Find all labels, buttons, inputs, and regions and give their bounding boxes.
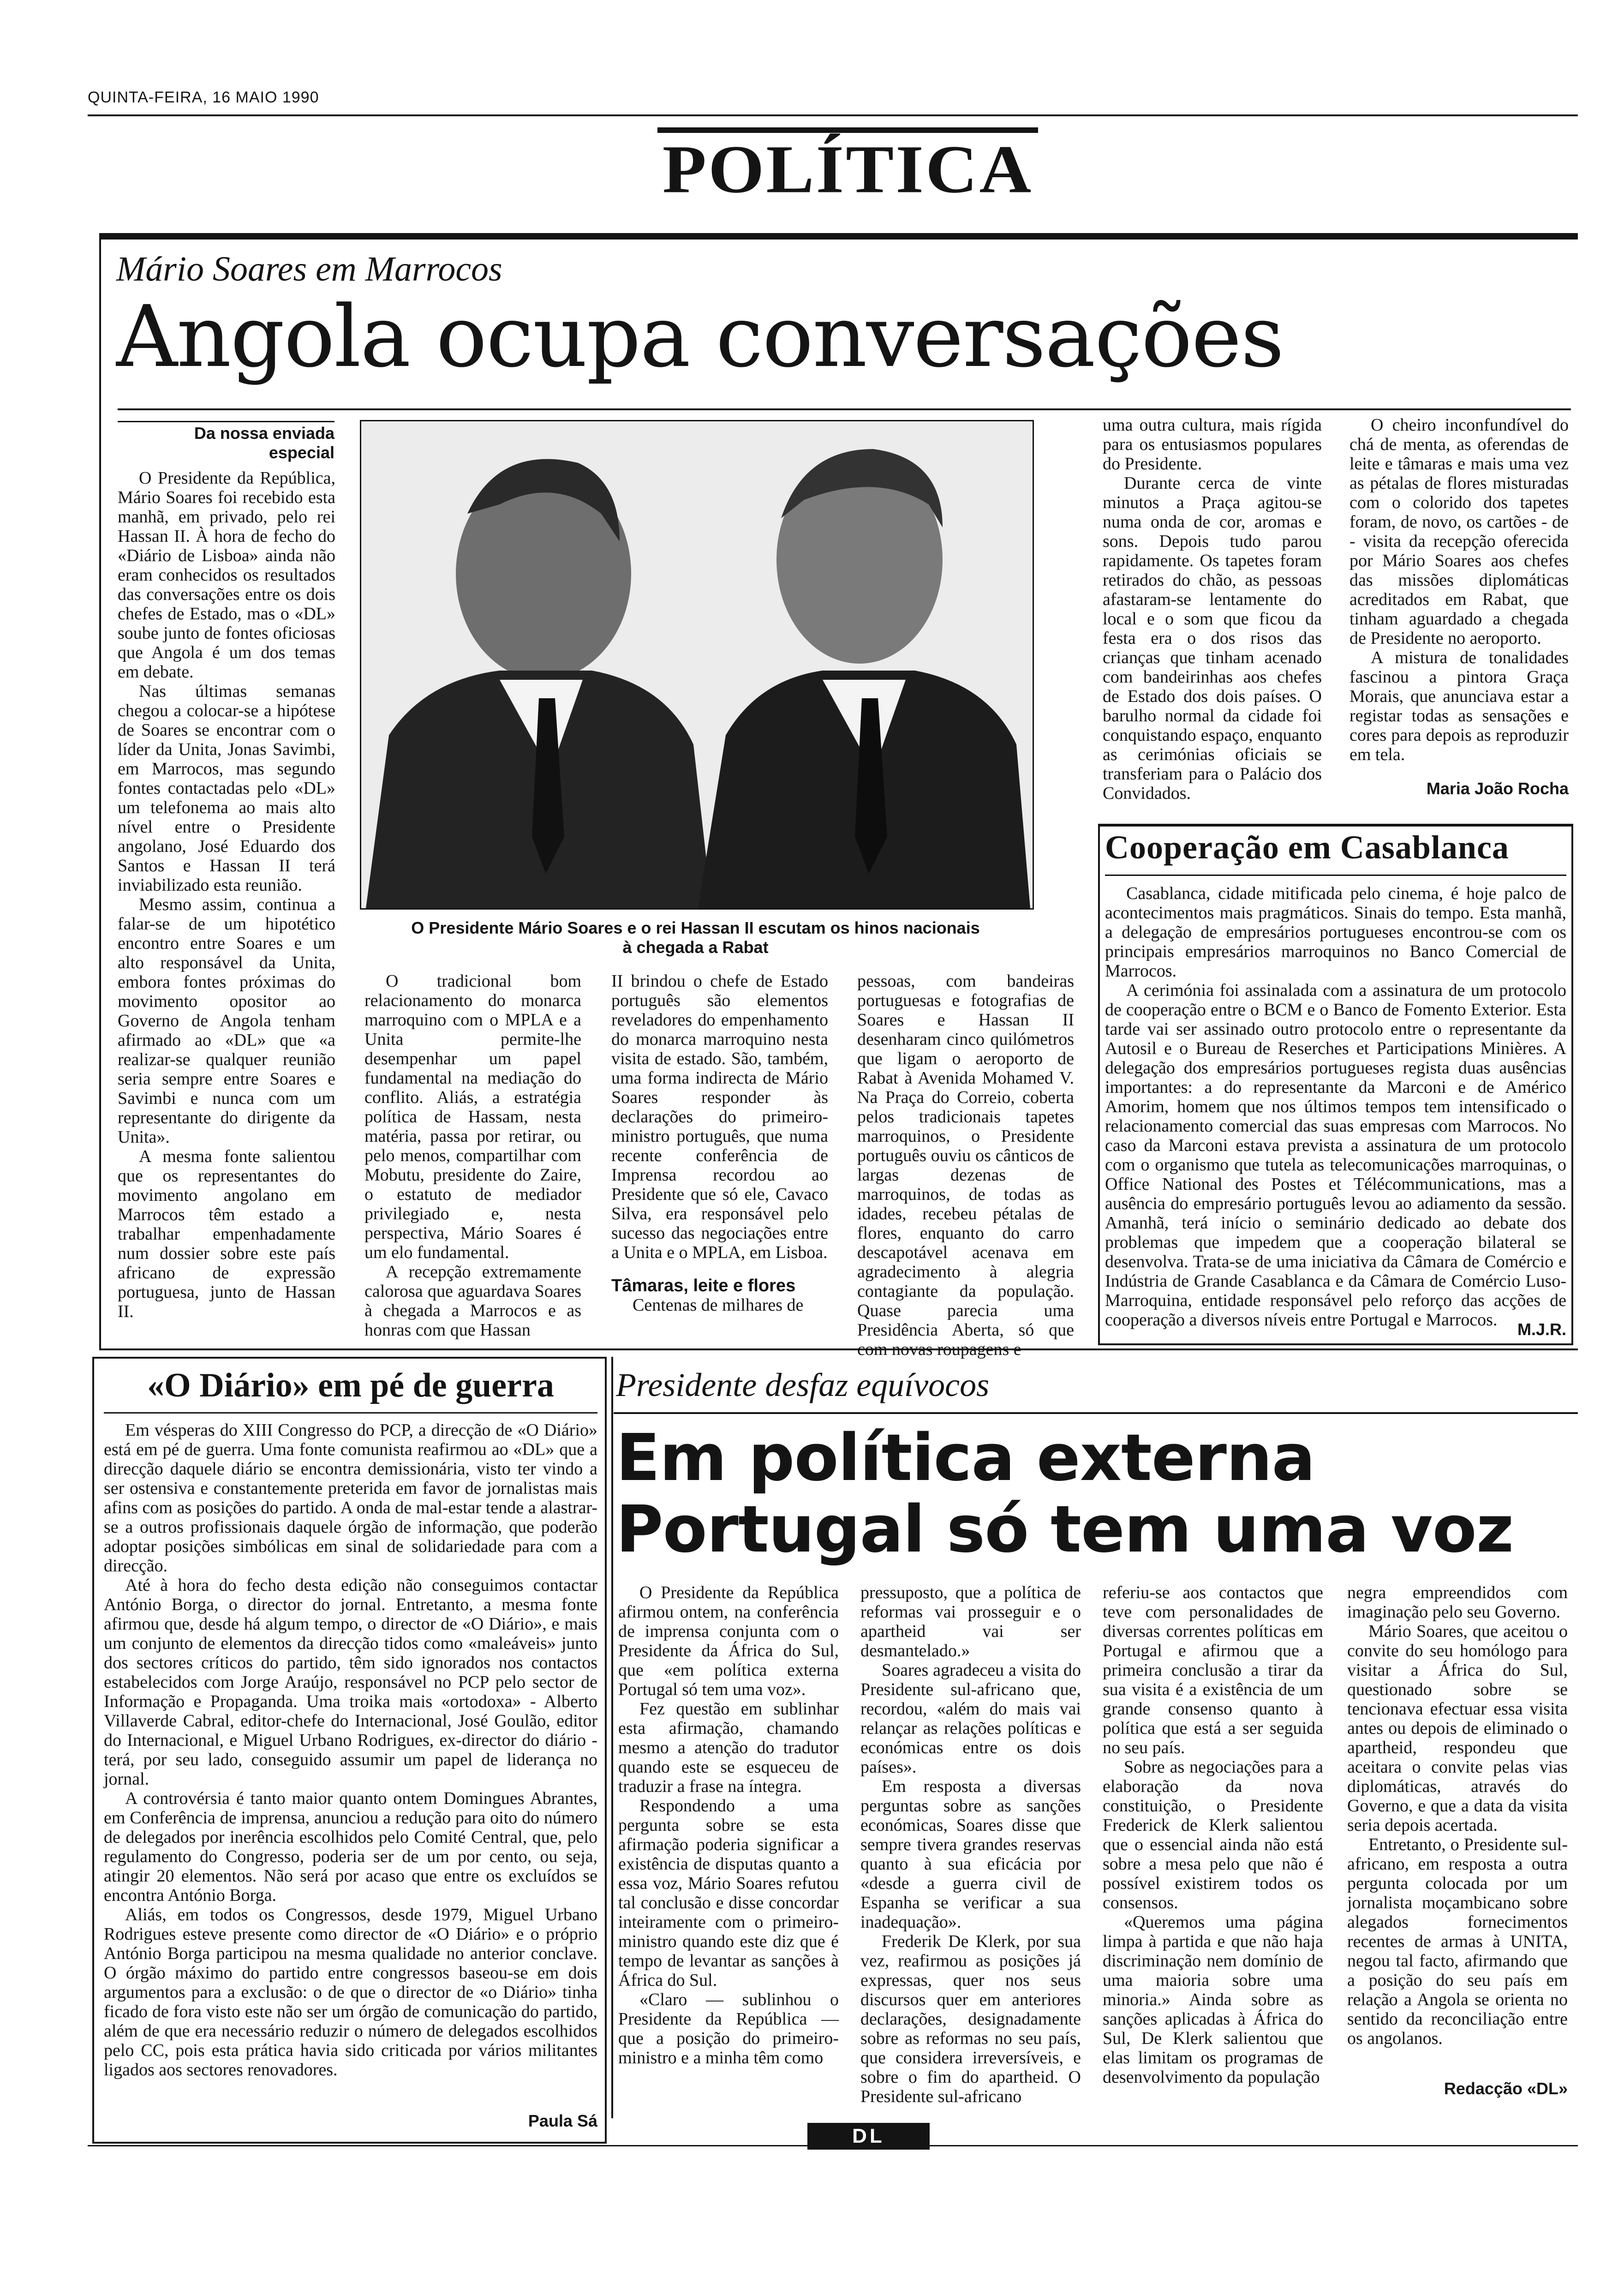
paragraph: Soares agradeceu a visita do Presidente sul-africano que, recordou, «além do mais vai relançar as relações políticas e económicas entre os dois países». (860, 1660, 1081, 1777)
main-author: Maria João Rocha (1426, 779, 1569, 798)
main-frame-bottom (99, 1348, 1578, 1350)
sidebar-body (1105, 884, 1566, 1330)
presidente-author: Redacção «DL» (1444, 2079, 1568, 2098)
main-kicker: Mário Soares em Marrocos (116, 250, 502, 288)
paragraph: pressuposto, que a política de reformas vai prosseguir e o apartheid vai ser desmantelado.» (860, 1583, 1081, 1660)
photo-caption: O Presidente Mário Soares e o rei Hassan II escutam os hinos nacionais à chegada a Rabat (411, 918, 980, 957)
main-col3 (611, 971, 828, 1345)
main-frame-left (99, 233, 101, 1350)
presidente-col3 (1103, 1583, 1323, 2100)
main-col1 (118, 468, 335, 1345)
paragraph: Nas últimas semanas chegou a colocar-se a hipótese de Soares se encontrar com o líder da Unita, Jonas Savimbi, em Marrocos, mas segundo fontes contactadas pelo «DL» um telefonema ao mais alto nível entre o Presidente angolano, José Eduardo dos Santos e Hassan II terá inviabilizado esta reunião. (118, 682, 335, 895)
paragraph: Fez questão em sublinhar esta afirmação, chamando mesmo a atenção do tradutor quando este se esqueceu de traduzir a frase na íntegra. (618, 1699, 839, 1796)
paragraph: A mesma fonte salientou que os representantes do movimento angolano em Marrocos têm estado a trabalhar empenhadamente num dossier sobre este país africano de expressão portuguesa, junto de Hassan II. (118, 1147, 335, 1321)
presidente-headline-1: Em política externa (616, 1420, 1315, 1496)
section-title: POLÍTICA (662, 131, 1033, 207)
paragraph: Casablanca, cidade mitificada pelo cinema, é hoje palco de acontecimentos mais pragmáticos. Sinais do tempo. Esta manhã, a delegação de empresários portugueses encontrou-se com os principais empresários marroquinos no Banco Comercial de Marrocos. (1105, 884, 1566, 981)
presidente-frame-left (611, 1357, 613, 2118)
paragraph: A mistura de tonalidades fascinou a pintora Graça Morais, que anunciava estar a registar todas as sensações e cores para depois as reproduzir em tela. (1349, 648, 1569, 764)
presidente-col4 (1347, 1583, 1568, 2100)
paragraph: Aliás, em todos os Congressos, desde 1979, Miguel Urbano Rodrigues esteve presente como director de «O Diário» e o próprio António Borga participou na mesma qualidade no anterior conclave. O órgão máximo do partido entre congressos baseou-se em dois argumentos para a exclusão: o de que o director de «o Diário» tinha ficado de fora visto este não ser um órgão de comunicação do partido, além de que era necessário reduzir o número de delegados escolhidos pelo CC, pois esta prática havia sido criticada por vários militantes ligados aos sectores renovadores. (104, 1905, 597, 2079)
paragraph: uma outra cultura, mais rígida para os entusiasmos populares do Presidente. (1103, 415, 1322, 473)
main-col4 (857, 971, 1074, 1359)
paragraph: Mesmo assim, continua a falar-se de um hipotético encontro entre Soares e um alto responsável da Unita, embora fontes próximas do movimento opositor ao Governo de Angola tenham afirmado ao «DL» que «a realizar-se qualquer reunião seria sempre entre Soares e Savimbi e nunca com um representante do dirigente da Unita». (118, 895, 335, 1147)
paragraph: Respondendo a uma pergunta sobre se esta afirmação poderia significar a existência de disputas quanto a essa voz, Mário Soares refutou tal conclusão e disse concordar inteiramente com o primeiro-ministro quando este diz que é tempo de levantar as sanções à África do Sul. (618, 1796, 839, 1990)
top-rule (88, 114, 1578, 116)
sidebar-title-rule (1105, 875, 1566, 876)
paragraph: Frederik De Klerk, por sua vez, reafirmou as posições já expressas, quer nos seus discursos quer em anteriores declarações, designadamente sobre as reformas no seu país, que considera irreversíveis, e sobre o fim do apartheid. O Presidente sul-africano (860, 1932, 1081, 2106)
paragraph: Até à hora do fecho desta edição não conseguimos contactar António Borga, o director do jornal. Entretanto, a mesma fonte afirmou que, desde há algum tempo, o director de «O Diário», e mais um conjunto de elementos da direcção tidos como «maleáveis» junto dos sectores críticos do partido, têm sido ignorados nos contactos estabelecidos com Jorge Araújo, responsável no PCP pelo sector de Informação e Propaganda. Uma troika mais «ortodoxa» - Alberto Villaverde Cabral, editor-chefe do Internacional, José Goulão, editor do Internacional, e Miguel Urbano Rodrigues, ex-director do diário - terá, por seu lado, conseguido assumir um papel de liderança no jornal. (104, 1576, 597, 1789)
main-col6 (1349, 415, 1569, 785)
photo-soares-hassan (360, 420, 1034, 910)
diario-author: Paula Sá (528, 2111, 597, 2130)
paragraph: O tradicional bom relacionamento do monarca marroquino com o MPLA e a Unita permite-lhe desempenhar um papel fundamental na mediação do conflito. Aliás, a estratégia política de Hassam, nesta matéria, passa por retirar, ou pelo menos, compartilhar com Mobutu, presidente do Zaire, o estatuto de mediador privilegiado e, nesta perspectiva, Mário Soares é um elo fundamental. (364, 971, 581, 1262)
presidente-col1 (618, 1583, 839, 2100)
page-date: QUINTA-FEIRA, 16 MAIO 1990 (88, 89, 319, 106)
presidente-headline-2: Portugal só tem uma voz (616, 1492, 1514, 1567)
paragraph: referiu-se aos contactos que teve com personalidades de diversas correntes políticas em Portugal e afirmou que a primeira conclusão a tirar da sua visita é a existência de um grande consenso quanto à política que está a ser seguida no seu país. (1103, 1583, 1323, 1757)
paragraph: Em vésperas do XIII Congresso do PCP, a direcção de «O Diário» está em pé de guerra. Uma fonte comunista reafirmou ao «DL» que a direcção daquele diário se encontra demissionária, visto ter vindo a ser ostensiva e constantemente preterida em favor de jornalistas mais afins com as posições do partido. A onda de mal-estar tende a alastrar-se a outros profissionais daquele órgão de informação, que poderão adoptar posições simbólicas em sinal de solidariedade para com a direcção. (104, 1420, 597, 1576)
paragraph: Mário Soares, que aceitou o convite do seu homólogo para visitar a África do Sul, questionado sobre se tencionava efectuar essa visita antes ou depois de eliminado o apartheid, respondeu que aceitara o convite pelas vias diplomáticas, através do Governo, e que a data da visita seria depois acertada. (1347, 1622, 1568, 1835)
paragraph: A cerimónia foi assinalada com a assinatura de um protocolo de cooperação entre o BCM e o Banco de Fomento Exterior. Esta tarde vai ser assinado outro protocolo entre o representante da Autosil e o Bureau de Reserches et Participations Minières. A delegação dos empresários portugueses regista duas ausências importantes: a do representante da Marconi e de Américo Amorim, homem que nos últimos tempos tem intensificado o relacionamento comercial das suas empresas com Marrocos. No caso da Marconi estava prevista a assinatura de um protocolo com o organismo que tutela as telecomunicações marroquinas, o Office National des Postes et Télécommunications, mas a ausência do empresário português levou ao adiamento da sessão. Amanhã, terá início o seminário dedicado ao debate dos problemas que impedem que a cooperação bilateral se desenvolva. Trata-se de uma iniciativa da Câmara de Comércio e Indústria de Grande Casablanca e da Câmara de Comércio Luso-Marroquina, entidade responsável pelo reforço das acções de cooperação a diversos níveis entre Portugal e Marrocos. (1105, 981, 1566, 1330)
presidente-kicker: Presidente desfaz equívocos (616, 1366, 990, 1403)
paragraph: «Claro — sublinhou o Presidente da República — que a posição do primeiro-ministro e a minha têm como (618, 1990, 839, 2067)
paragraph: A recepção extremamente calorosa que aguardava Soares à chegada a Marrocos e as honras com que Hassan (364, 1262, 581, 1340)
diario-title: «O Diário» em pé de guerra (147, 1366, 554, 1404)
paragraph: II brindou o chefe de Estado português são elementos reveladores do empenhamento do monarca marroquino nesta visita de estado. São, também, uma forma indirecta de Mário Soares responder às declarações do primeiro-ministro português, que numa recente conferência de Imprensa recordou ao Presidente que só ele, Cavaco Silva, era responsável pelo sucesso das negociações entre a Unita e o MPLA, em Lisboa. (611, 971, 828, 1262)
main-headline: Angola ocupa conversações (116, 288, 1284, 386)
diario-body (104, 1420, 597, 2079)
main-col2 (364, 971, 581, 1345)
sidebar-title: Cooperação em Casablanca (1105, 829, 1509, 866)
presidente-col2 (860, 1583, 1081, 2106)
headline-underline (118, 408, 1571, 410)
paragraph: negra empreendidos com imaginação pelo seu Governo. (1347, 1583, 1568, 1622)
byline-top: Da nossa enviada especial (194, 424, 334, 462)
paragraph: O Presidente da República, Mário Soares foi recebido esta manhã, em privado, pelo rei Hassan II. À hora de fecho do «Diário de Lisboa» ainda não eram conhecidos os resultados das conversações entre os dois chefes de Estado, mas o «DL» soube junto de fontes oficiosas que Angola é um dos temas em debate. (118, 468, 335, 682)
paragraph: Sobre as negociações para a elaboração da nova constituição, o Presidente Frederick de Klerk salientou que o essencial ainda não está sobre a mesa pelo que não é possível existirem todos os consensos. (1103, 1757, 1323, 1912)
subhead-tamaras: Tâmaras, leite e flores (611, 1276, 796, 1295)
paragraph: «Queremos uma página limpa à partida e que não haja discriminação nem domínio de uma maioria sobre uma minoria.» Ainda sobre as sanções aplicadas à África do Sul, De Klerk salientou que elas limitam os programas de desenvolvimento da população (1103, 1912, 1323, 2087)
photo-illustration (361, 421, 1033, 908)
paragraph: O Presidente da República afirmou ontem, na conferência de imprensa conjunta com o Presidente da África do Sul, que «em política externa Portugal só tem uma voz». (618, 1583, 839, 1699)
sidebar-author: M.J.R. (1517, 1320, 1566, 1339)
paragraph: O cheiro inconfundível do chá de menta, as oferendas de leite e tâmaras e mais uma vez as pétalas de flores misturadas com o colorido dos tapetes foram, de novo, os cartões - de - visita da recepção oferecida por Mário Soares aos chefes das missões diplomáticas acreditados em Rabat, que tinham aguardado a chegada de Presidente no aeroporto. (1349, 415, 1569, 648)
footer-logo (807, 2123, 930, 2150)
diario-title-rule (104, 1412, 597, 1414)
paragraph: Durante cerca de vinte minutos a Praça agitou-se numa onda de cor, aromas e sons. Depois tudo parou rapidamente. Os tapetes foram retirados do chão, as pessoas afastaram-se lentamente do local e o som que ficou da festa era o dos risos das crianças que tinham acenado com bandeirinhas aos chefes de Estado dos dois países. O barulho normal da cidade foi conquistando espaço, enquanto as cerimónias oficiais se transferiam para o Palácio dos Convidados. (1103, 473, 1322, 803)
byline-rule (118, 421, 334, 422)
paragraph: Entretanto, o Presidente sul-africano, em resposta a outra pergunta colocada por um jornalista moçambicano sobre alegados fornecimentos recentes de armas à UNITA, negou tal facto, afirmando que a posição do seu país em relação a Angola se orienta no sentido da reconciliação entre os angolanos. (1347, 1835, 1568, 2048)
paragraph: Em resposta a diversas perguntas sobre as sanções económicas, Soares disse que sempre tivera grandes reservas quanto à sua eficácia por «desde a guerra civil de Espanha se verificar a sua inadequação». (860, 1777, 1081, 1932)
main-frame-top (99, 233, 1578, 240)
footer-logo-text: DL (852, 2125, 885, 2147)
presidente-kicker-rule (614, 1412, 1578, 1414)
main-col5 (1103, 415, 1322, 803)
paragraph: Centenas de milhares de (633, 1295, 804, 1315)
paragraph: A controvérsia é tanto maior quanto ontem Domingues Abrantes, em Conferência de imprensa, anunciou a redução para oito do número de delegados por inerência escolhidos pelo Comité Central, que, pelo regulamento do Congresso, poderia ser de um por cento, ou seja, atingir 20 elementos. Não será por acaso que entre os excluídos se encontra António Borga. (104, 1789, 597, 1905)
paragraph: pessoas, com bandeiras portuguesas e fotografias de Soares e Hassan II desenharam cinco quilómetros que ligam o aeroporto de Rabat à Avenida Mohamed V. Na Praça do Correio, coberta pelos tradicionais tapetes marroquinos, o Presidente português ouviu os cânticos de largas dezenas de marroquinos, de todas as idades, recebeu pétalas de flores, enquanto do carro descapotável acenava em agradecimento à alegria contagiante da população. Quase parecia uma Presidência Aberta, só que com novas roupagens e (857, 971, 1074, 1359)
